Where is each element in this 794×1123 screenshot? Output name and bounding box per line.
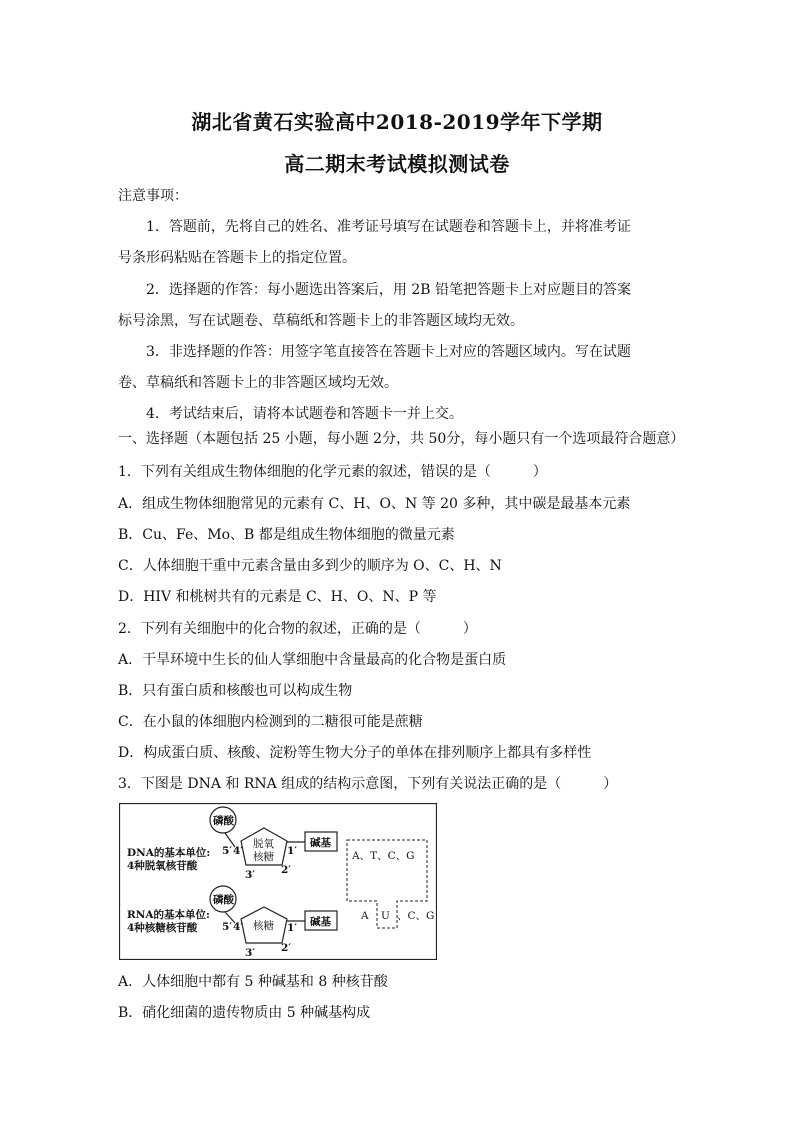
notice-heading: 注意事项： xyxy=(118,188,188,204)
rna-carbon-2: 2′ xyxy=(281,942,292,954)
dna-carbon-1: 1′ xyxy=(287,845,298,857)
rna-base-u-label: U xyxy=(381,910,390,922)
dna-deoxyribose-label-1: 脱氧 xyxy=(253,838,274,850)
rna-base-a-label: A xyxy=(361,910,369,922)
question-2-option-d: D．构成蛋白质、核酸、淀粉等生物大分子的单体在排列顺序上都具有多样性 xyxy=(118,745,592,761)
rna-carbon-1: 1′ xyxy=(287,922,298,934)
notice-item-4-line1: 4．考试结束后，请将本试题卷和答题卡一并上交。 xyxy=(146,406,463,422)
dna-phosphate-label: 磷酸 xyxy=(213,815,234,827)
dna-carbon-5: 5′ xyxy=(222,845,233,857)
document-subtitle: 高二期末考试模拟测试卷 xyxy=(284,152,510,176)
question-2-option-b: B．只有蛋白质和核酸也可以构成生物 xyxy=(118,683,353,699)
notice-item-3-line2: 卷、草稿纸和答题卡上的非答题区域均无效。 xyxy=(118,375,398,391)
rna-unit-label-1: RNA的基本单位: xyxy=(127,909,210,921)
question-1-option-b: B．Cu、Fe、Mo、B 都是组成生物体细胞的微量元素 xyxy=(118,527,455,543)
dna-carbon-3: 3′ xyxy=(245,869,256,881)
notice-item-1-line2: 号条形码粘贴在答题卡上的指定位置。 xyxy=(118,250,356,266)
notice-item-1-line1: 1．答题前，先将自己的姓名、准考证号填写在试题卷和答题卡上，并将准考证 xyxy=(146,219,631,235)
notice-item-3-line1: 3．非选择题的作答：用签字笔直接答在答题卡上对应的答题区域内。写在试题 xyxy=(146,344,631,360)
dna-carbon-2: 2′ xyxy=(281,864,292,876)
question-3-stem: 3．下图是 DNA 和 RNA 组成的结构示意图，下列有关说法正确的是（ ） xyxy=(118,776,618,792)
dna-deoxyribose-label-2: 核糖 xyxy=(253,851,274,863)
dna-carbon-4: 4′ xyxy=(233,845,244,857)
question-2-option-a: A．干旱环境中生长的仙人掌细胞中含量最高的化合物是蛋白质 xyxy=(118,652,507,668)
question-2-option-c: C．在小鼠的体细胞内检测到的二糖很可能是蔗糖 xyxy=(118,714,423,730)
notice-item-2-line1: 2．选择题的作答：每小题选出答案后，用 2B 铅笔把答题卡上对应题目的答案 xyxy=(146,282,632,298)
dna-base-label: 碱基 xyxy=(310,837,331,849)
nucleotide-structure-diagram xyxy=(119,803,437,960)
question-1-stem: 1．下列有关组成生物体细胞的化学元素的叙述，错误的是（ ） xyxy=(118,464,547,480)
question-1-option-d: D．HIV 和桃树共有的元素是 C、H、O、N、P 等 xyxy=(118,589,437,605)
question-3-option-b: B．硝化细菌的遗传物质由 5 种碱基构成 xyxy=(118,1005,371,1021)
rna-carbon-4: 4′ xyxy=(233,921,244,933)
rna-base-label: 碱基 xyxy=(310,916,331,928)
rna-carbon-3: 3′ xyxy=(245,947,256,959)
dna-bases-label: A、T、C、G xyxy=(352,850,415,862)
rna-phosphate-label: 磷酸 xyxy=(213,894,234,906)
question-1-option-c: C．人体细胞干重中元素含量由多到少的顺序为 O、C、H、N xyxy=(118,558,502,574)
question-1-option-a: A．组成生物体细胞常见的元素有 C、H、O、N 等 20 多种，其中碳是最基本元素 xyxy=(118,496,631,512)
section-heading: 一、选择题（本题包括 25 小题，每小题 2分，共 50分，每小题只有一个选项最符合题意） xyxy=(118,431,685,447)
question-3-option-a: A．人体细胞中都有 5 种碱基和 8 种核苷酸 xyxy=(118,974,388,990)
dna-unit-label-1: DNA的基本单位: xyxy=(127,847,211,859)
rna-ribose-label: 核糖 xyxy=(253,920,274,932)
question-2-stem: 2．下列有关细胞中的化合物的叙述，正确的是（ ） xyxy=(118,621,477,637)
document-title: 湖北省黄石实验高中2018-2019学年下学期 xyxy=(191,110,603,134)
dna-unit-label-2: 4种脱氧核苷酸 xyxy=(127,860,198,872)
notice-item-2-line2: 标号涂黑，写在试题卷、草稿纸和答题卡上的非答题区域均无效。 xyxy=(118,313,524,329)
rna-unit-label-2: 4种核糖核苷酸 xyxy=(127,922,198,934)
rna-bases-cg-label: 、C、G xyxy=(397,910,435,922)
rna-carbon-5: 5′ xyxy=(222,921,233,933)
